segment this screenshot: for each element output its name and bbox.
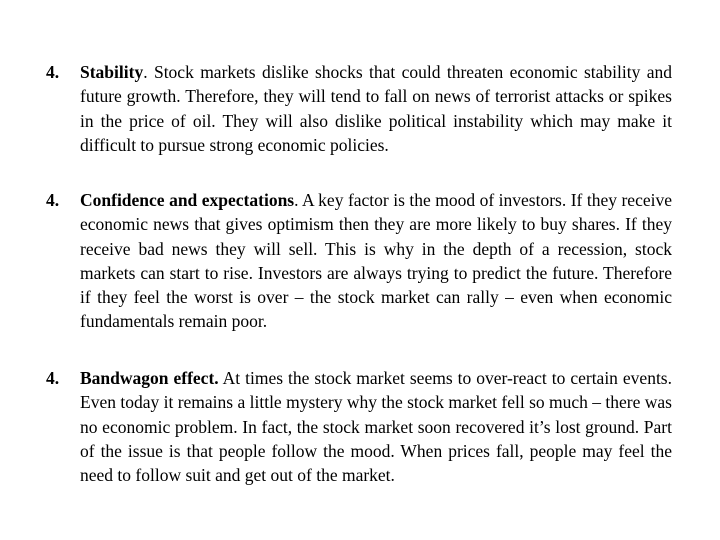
item-paragraph xyxy=(80,188,672,334)
list-item-bandwagon xyxy=(46,366,672,487)
item-text: . Stock markets dislike shocks that could threaten economic stability and future growth. Therefore, they will tend to fall on news of terrorist attacks or spikes in the price of oil. They will also dislike political instability which may make it difficult to pursue strong economic policies. xyxy=(80,62,672,155)
item-text: At times the stock market seems to over-react to certain events. Even today it remains a little mystery why the stock market fell so much – there was no economic problem. In fact, the stock market soon recovered it’s lost ground. Part of the issue is that people follow the mood. When prices fall, people may feel the need to follow suit and get out of the market. xyxy=(80,368,672,486)
item-paragraph xyxy=(80,366,672,487)
item-number: 4. xyxy=(46,368,60,388)
item-term: Stability xyxy=(80,62,144,82)
item-number: 4. xyxy=(46,190,60,210)
list-item-confidence xyxy=(46,188,672,334)
item-text: . A key factor is the mood of investors. If they receive economic news that gives optimism then they are more likely to buy shares. If they receive bad news they will sell. This is why in the depth of a recession, stock markets can start to rise. Investors are always trying to predict the future. Therefore if they feel the worst is over – the stock market can rally – even when economic fundamentals remain poor. xyxy=(80,190,672,332)
item-term: Confidence and expectations xyxy=(80,190,295,210)
item-term: Bandwagon effect. xyxy=(80,368,219,388)
item-paragraph xyxy=(80,60,672,157)
list-item-stability xyxy=(46,60,672,157)
item-number: 4. xyxy=(46,62,60,82)
